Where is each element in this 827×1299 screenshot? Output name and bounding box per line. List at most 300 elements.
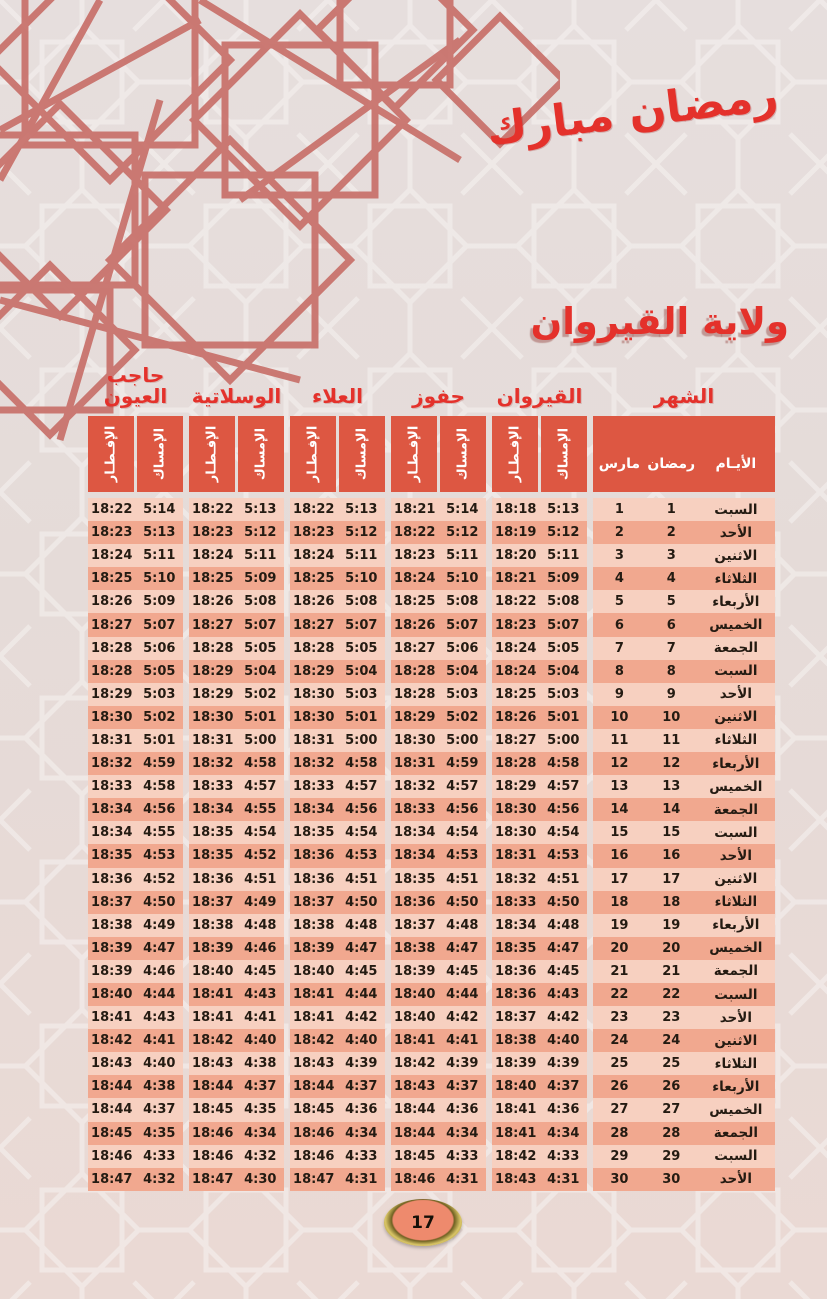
city-rows [391, 498, 486, 1191]
iftar-time-cell: 18:34 [192, 802, 234, 818]
imsak-time-cell: 4:48 [244, 917, 277, 933]
table-row [290, 1145, 385, 1168]
iftar-time-cell: 18:32 [293, 756, 335, 772]
iftar-time-cell: 18:44 [192, 1079, 234, 1095]
table-row [290, 1098, 385, 1121]
imsak-time-cell: 5:00 [446, 732, 479, 748]
imsak-header-cell [541, 416, 587, 492]
imsak-header-cell [440, 416, 486, 492]
day-name-cell: الأحد [719, 1171, 752, 1188]
day-name-cell: الجمعة [713, 640, 758, 657]
table-row [593, 1006, 775, 1029]
table-row [492, 660, 587, 683]
table-row [189, 1029, 284, 1052]
iftar-time-cell: 18:26 [192, 594, 234, 610]
table-row [290, 752, 385, 775]
iftar-time-cell: 18:23 [192, 525, 234, 541]
imsak-time-cell: 4:59 [143, 756, 176, 772]
ramadan-number-cell: 5 [666, 594, 676, 610]
table-row [290, 1168, 385, 1191]
imsak-time-cell: 5:06 [143, 640, 176, 656]
table-row [391, 752, 486, 775]
city-header [88, 416, 183, 492]
iftar-time-cell: 18:27 [293, 617, 335, 633]
imsak-header-cell [137, 416, 183, 492]
iftar-header-cell [88, 416, 134, 492]
table-row [593, 637, 775, 660]
imsak-time-cell: 4:42 [547, 1010, 580, 1026]
iftar-time-cell: 18:36 [91, 871, 133, 887]
iftar-time-cell: 18:42 [91, 1033, 133, 1049]
imsak-time-cell: 4:50 [446, 894, 479, 910]
imsak-label: الإمساك [556, 427, 572, 481]
table-row [492, 868, 587, 891]
month-block [593, 352, 775, 1191]
table-row [189, 637, 284, 660]
table-row [290, 844, 385, 867]
march-number-cell: 6 [614, 617, 624, 633]
table-row [593, 868, 775, 891]
day-name-cell: الخميس [709, 1101, 763, 1118]
ramadan-number-cell: 23 [662, 1010, 681, 1026]
imsak-time-cell: 4:55 [143, 825, 176, 841]
iftar-time-cell: 18:32 [192, 756, 234, 772]
iftar-time-cell: 18:26 [91, 594, 133, 610]
imsak-time-cell: 4:45 [345, 963, 378, 979]
iftar-time-cell: 18:30 [293, 686, 335, 702]
iftar-time-cell: 18:33 [495, 894, 537, 910]
table-row [290, 660, 385, 683]
imsak-time-cell: 5:05 [244, 640, 277, 656]
march-number-cell: 30 [610, 1171, 629, 1187]
city-name-label: الوسلاتية [191, 384, 282, 409]
imsak-time-cell: 5:05 [345, 640, 378, 656]
march-number-cell: 9 [614, 686, 624, 702]
imsak-time-cell: 4:31 [345, 1171, 378, 1187]
table-row [391, 960, 486, 983]
march-number-cell: 25 [610, 1056, 629, 1072]
table-row [492, 891, 587, 914]
imsak-time-cell: 4:37 [547, 1079, 580, 1095]
iftar-time-cell: 18:31 [394, 756, 436, 772]
table-row [189, 1052, 284, 1075]
table-row [88, 844, 183, 867]
iftar-time-cell: 18:33 [293, 779, 335, 795]
table-row [189, 567, 284, 590]
imsak-time-cell: 5:00 [345, 732, 378, 748]
imsak-time-cell: 4:36 [547, 1102, 580, 1118]
table-row [593, 1075, 775, 1098]
imsak-time-cell: 4:49 [244, 894, 277, 910]
ramadan-number-cell: 9 [666, 686, 676, 702]
imsak-time-cell: 4:50 [143, 894, 176, 910]
table-row [492, 613, 587, 636]
prayer-times-table [88, 352, 775, 1191]
table-row [391, 706, 486, 729]
iftar-time-cell: 18:24 [495, 640, 537, 656]
iftar-header-cell [189, 416, 235, 492]
imsak-time-cell: 5:12 [446, 525, 479, 541]
ramadan-number-cell: 6 [666, 617, 676, 633]
table-row [88, 821, 183, 844]
ramadan-number-cell: 8 [666, 663, 676, 679]
iftar-time-cell: 18:24 [394, 571, 436, 587]
imsak-time-cell: 4:40 [345, 1033, 378, 1049]
iftar-time-cell: 18:37 [192, 894, 234, 910]
imsak-time-cell: 5:04 [547, 663, 580, 679]
table-row [391, 914, 486, 937]
march-number-cell: 18 [610, 894, 629, 910]
iftar-time-cell: 18:29 [495, 779, 537, 795]
march-number-cell: 29 [610, 1148, 629, 1164]
imsak-time-cell: 4:36 [446, 1102, 479, 1118]
ramadan-number-cell: 22 [662, 987, 681, 1003]
iftar-time-cell: 18:20 [495, 548, 537, 564]
table-row [88, 752, 183, 775]
table-row [391, 521, 486, 544]
table-row [88, 544, 183, 567]
iftar-time-cell: 18:35 [192, 848, 234, 864]
table-row [290, 1006, 385, 1029]
ramadan-number-cell: 2 [666, 525, 676, 541]
iftar-time-cell: 18:31 [495, 848, 537, 864]
day-name-cell: الأحد [719, 686, 752, 703]
iftar-time-cell: 18:41 [293, 987, 335, 1003]
day-name-cell: الجمعة [713, 801, 758, 818]
table-row [88, 775, 183, 798]
ramadan-number-cell: 12 [662, 756, 681, 772]
table-row [290, 521, 385, 544]
imsak-time-cell: 4:43 [547, 987, 580, 1003]
table-row [88, 1098, 183, 1121]
imsak-time-cell: 4:58 [244, 756, 277, 772]
imsak-time-cell: 5:08 [446, 594, 479, 610]
table-row [189, 821, 284, 844]
imsak-time-cell: 4:47 [143, 940, 176, 956]
imsak-time-cell: 4:34 [345, 1125, 378, 1141]
city-block-kairouan [492, 352, 587, 1191]
iftar-time-cell: 18:46 [192, 1148, 234, 1164]
table-row [189, 613, 284, 636]
table-row [593, 798, 775, 821]
imsak-time-cell: 4:58 [547, 756, 580, 772]
iftar-time-cell: 18:45 [91, 1125, 133, 1141]
iftar-time-cell: 18:25 [394, 594, 436, 610]
table-row [492, 1052, 587, 1075]
table-row [391, 498, 486, 521]
march-number-cell: 12 [610, 756, 629, 772]
city-rows [88, 498, 183, 1191]
iftar-time-cell: 18:30 [192, 709, 234, 725]
table-row [593, 960, 775, 983]
march-number-cell: 17 [610, 871, 629, 887]
city-block-el-alaa [290, 352, 385, 1191]
imsak-time-cell: 4:34 [547, 1125, 580, 1141]
day-name-cell: الاثنين [714, 871, 758, 888]
iftar-time-cell: 18:42 [394, 1056, 436, 1072]
table-row [391, 660, 486, 683]
day-name-cell: الاثنين [714, 547, 758, 564]
table-row [391, 613, 486, 636]
city-header [290, 416, 385, 492]
table-row [290, 567, 385, 590]
imsak-time-cell: 5:03 [446, 686, 479, 702]
day-name-cell: الخميس [709, 778, 763, 795]
imsak-time-cell: 5:05 [143, 663, 176, 679]
imsak-time-cell: 4:54 [345, 825, 378, 841]
iftar-time-cell: 18:29 [394, 709, 436, 725]
iftar-time-cell: 18:27 [495, 732, 537, 748]
day-name-cell: السبت [714, 501, 758, 518]
imsak-time-cell: 4:40 [244, 1033, 277, 1049]
imsak-time-cell: 4:51 [547, 871, 580, 887]
iftar-time-cell: 18:19 [495, 525, 537, 541]
iftar-time-cell: 18:25 [495, 686, 537, 702]
table-row [391, 544, 486, 567]
imsak-time-cell: 5:00 [547, 732, 580, 748]
iftar-time-cell: 18:45 [293, 1102, 335, 1118]
imsak-time-cell: 5:13 [345, 502, 378, 518]
table-row [88, 1168, 183, 1191]
imsak-time-cell: 4:54 [446, 825, 479, 841]
city-rows [189, 498, 284, 1191]
table-row [593, 1168, 775, 1191]
iftar-time-cell: 18:46 [293, 1148, 335, 1164]
imsak-time-cell: 4:54 [244, 825, 277, 841]
march-header-label: مارس [598, 456, 641, 472]
iftar-time-cell: 18:34 [293, 802, 335, 818]
imsak-time-cell: 4:36 [345, 1102, 378, 1118]
table-row [391, 821, 486, 844]
iftar-time-cell: 18:37 [394, 917, 436, 933]
day-name-cell: الأربعاء [712, 593, 760, 610]
iftar-time-cell: 18:40 [293, 963, 335, 979]
ramadan-number-cell: 17 [662, 871, 681, 887]
table-row [290, 868, 385, 891]
table-row [189, 1122, 284, 1145]
ramadan-number-cell: 29 [662, 1148, 681, 1164]
table-row [88, 637, 183, 660]
table-row [88, 567, 183, 590]
table-row [492, 498, 587, 521]
imsak-time-cell: 4:37 [143, 1102, 176, 1118]
table-row [391, 775, 486, 798]
march-number-cell: 2 [614, 525, 624, 541]
iftar-time-cell: 18:30 [495, 802, 537, 818]
imsak-time-cell: 4:34 [446, 1125, 479, 1141]
table-row [290, 937, 385, 960]
imsak-time-cell: 4:56 [446, 802, 479, 818]
imsak-time-cell: 4:48 [345, 917, 378, 933]
table-row [391, 1006, 486, 1029]
iftar-time-cell: 18:37 [293, 894, 335, 910]
table-row [593, 983, 775, 1006]
table-row [593, 1145, 775, 1168]
ramadan-number-cell: 19 [662, 917, 681, 933]
table-row [391, 567, 486, 590]
day-name-cell: السبت [714, 824, 758, 841]
table-row [593, 891, 775, 914]
table-row [391, 844, 486, 867]
table-row [290, 821, 385, 844]
table-row [290, 891, 385, 914]
ramadan-number-cell: 27 [662, 1102, 681, 1118]
day-name-cell: الأربعاء [712, 1078, 760, 1095]
iftar-time-cell: 18:28 [91, 640, 133, 656]
iftar-time-cell: 18:46 [394, 1171, 436, 1187]
march-number-cell: 28 [610, 1125, 629, 1141]
iftar-time-cell: 18:32 [495, 871, 537, 887]
imsak-time-cell: 4:41 [446, 1033, 479, 1049]
imsak-header-cell [339, 416, 385, 492]
imsak-time-cell: 4:40 [547, 1033, 580, 1049]
imsak-time-cell: 4:35 [244, 1102, 277, 1118]
iftar-time-cell: 18:42 [192, 1033, 234, 1049]
imsak-time-cell: 4:46 [244, 940, 277, 956]
table-row [189, 960, 284, 983]
imsak-time-cell: 5:09 [244, 571, 277, 587]
table-row [88, 937, 183, 960]
table-row [88, 914, 183, 937]
imsak-time-cell: 5:13 [244, 502, 277, 518]
table-row [290, 914, 385, 937]
iftar-time-cell: 18:41 [495, 1125, 537, 1141]
table-row [391, 683, 486, 706]
iftar-time-cell: 18:39 [394, 963, 436, 979]
imsak-time-cell: 4:56 [345, 802, 378, 818]
imsak-time-cell: 4:52 [244, 848, 277, 864]
day-name-cell: الجمعة [713, 1125, 758, 1142]
iftar-time-cell: 18:36 [293, 871, 335, 887]
table-row [492, 706, 587, 729]
table-row [88, 498, 183, 521]
imsak-time-cell: 4:59 [446, 756, 479, 772]
table-row [189, 1168, 284, 1191]
table-row [88, 891, 183, 914]
iftar-label: الإفـطـار [103, 425, 119, 483]
imsak-time-cell: 5:09 [547, 571, 580, 587]
table-row [290, 613, 385, 636]
imsak-time-cell: 4:56 [547, 802, 580, 818]
iftar-time-cell: 18:27 [91, 617, 133, 633]
iftar-time-cell: 18:22 [293, 502, 335, 518]
iftar-time-cell: 18:28 [394, 663, 436, 679]
imsak-time-cell: 5:11 [143, 548, 176, 564]
iftar-time-cell: 18:31 [91, 732, 133, 748]
imsak-time-cell: 5:09 [143, 594, 176, 610]
march-number-cell: 22 [610, 987, 629, 1003]
iftar-time-cell: 18:28 [394, 686, 436, 702]
table-row [492, 844, 587, 867]
day-name-cell: السبت [714, 663, 758, 680]
iftar-time-cell: 18:30 [394, 732, 436, 748]
ramadan-number-cell: 10 [662, 709, 681, 725]
iftar-time-cell: 18:40 [192, 963, 234, 979]
imsak-time-cell: 4:38 [143, 1079, 176, 1095]
table-row [492, 590, 587, 613]
table-row [290, 729, 385, 752]
iftar-time-cell: 18:45 [394, 1148, 436, 1164]
day-name-cell: السبت [714, 986, 758, 1003]
table-row [593, 821, 775, 844]
table-row [593, 613, 775, 636]
table-row [189, 937, 284, 960]
imsak-label: الإمساك [152, 427, 168, 481]
iftar-time-cell: 18:30 [293, 709, 335, 725]
table-row [391, 1145, 486, 1168]
ramadan-number-cell: 16 [662, 848, 681, 864]
iftar-header-cell [391, 416, 437, 492]
march-number-cell: 4 [614, 571, 624, 587]
table-row [88, 660, 183, 683]
iftar-time-cell: 18:47 [91, 1171, 133, 1187]
table-row [88, 1122, 183, 1145]
imsak-time-cell: 4:44 [345, 987, 378, 1003]
imsak-time-cell: 5:04 [446, 663, 479, 679]
iftar-time-cell: 18:43 [293, 1056, 335, 1072]
iftar-time-cell: 18:29 [192, 663, 234, 679]
imsak-time-cell: 4:57 [244, 779, 277, 795]
table-row [189, 1075, 284, 1098]
imsak-time-cell: 4:49 [143, 917, 176, 933]
iftar-time-cell: 18:37 [91, 894, 133, 910]
city-name-label: العلاء [311, 384, 364, 409]
iftar-time-cell: 18:41 [394, 1033, 436, 1049]
table-row [189, 660, 284, 683]
iftar-time-cell: 18:38 [91, 917, 133, 933]
imsak-time-cell: 4:48 [446, 917, 479, 933]
iftar-time-cell: 18:42 [293, 1033, 335, 1049]
table-row [189, 590, 284, 613]
iftar-time-cell: 18:26 [394, 617, 436, 633]
table-row [391, 590, 486, 613]
imsak-time-cell: 4:57 [446, 779, 479, 795]
table-row [88, 1075, 183, 1098]
iftar-time-cell: 18:35 [495, 940, 537, 956]
imsak-time-cell: 4:35 [143, 1125, 176, 1141]
iftar-time-cell: 18:24 [495, 663, 537, 679]
iftar-time-cell: 18:27 [394, 640, 436, 656]
iftar-time-cell: 18:46 [293, 1125, 335, 1141]
iftar-time-cell: 18:44 [394, 1102, 436, 1118]
imsak-time-cell: 4:37 [446, 1079, 479, 1095]
imsak-time-cell: 5:07 [143, 617, 176, 633]
iftar-time-cell: 18:24 [192, 548, 234, 564]
march-number-cell: 8 [614, 663, 624, 679]
table-row [189, 798, 284, 821]
iftar-time-cell: 18:41 [293, 1010, 335, 1026]
imsak-time-cell: 5:04 [345, 663, 378, 679]
imsak-label: الإمساك [253, 427, 269, 481]
imsak-time-cell: 4:39 [547, 1056, 580, 1072]
iftar-time-cell: 18:23 [293, 525, 335, 541]
table-row [189, 844, 284, 867]
table-row [492, 1098, 587, 1121]
march-number-cell: 1 [614, 502, 624, 518]
table-row [88, 868, 183, 891]
day-name-cell: الثلاثاء [714, 894, 758, 911]
table-row [391, 937, 486, 960]
table-row [492, 683, 587, 706]
march-number-cell: 15 [610, 825, 629, 841]
table-row [189, 544, 284, 567]
imsak-time-cell: 4:37 [345, 1079, 378, 1095]
imsak-time-cell: 5:01 [345, 709, 378, 725]
table-row [492, 1006, 587, 1029]
iftar-time-cell: 18:43 [91, 1056, 133, 1072]
iftar-time-cell: 18:39 [91, 963, 133, 979]
iftar-label: الإفـطـار [406, 425, 422, 483]
